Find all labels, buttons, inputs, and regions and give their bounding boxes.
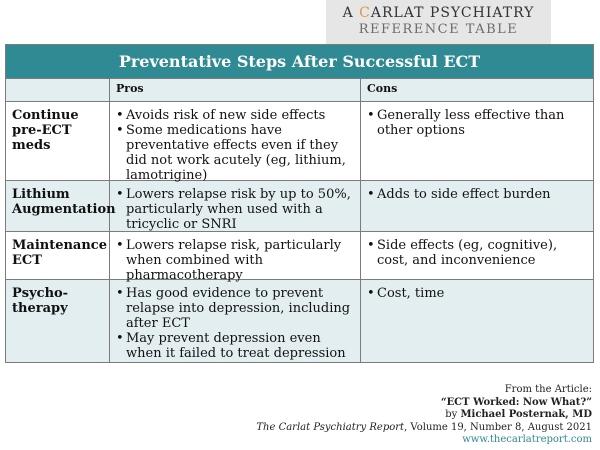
pros-cell — [110, 181, 361, 231]
pros-item: • Avoids risk of new side effects — [116, 108, 354, 123]
table-row — [6, 279, 593, 362]
website-link[interactable]: www.thecarlatreport.com — [462, 434, 592, 445]
header-blank — [6, 79, 110, 101]
table-row — [6, 101, 593, 183]
badge-text-b: ARLAT PSYCHIATRY — [370, 5, 535, 21]
badge-text-c: C — [359, 5, 371, 21]
pros-cell — [110, 280, 361, 362]
author-name: Michael Posternak, MD — [460, 409, 592, 420]
table-row — [6, 180, 593, 231]
row-label: Continue pre-ECT meds — [6, 102, 110, 180]
journal-issue: , Volume 19, Number 8, August 2021 — [404, 421, 592, 433]
citation-journal-line — [256, 422, 592, 435]
cons-item: • Adds to side effect burden — [367, 187, 587, 202]
citation-by: by — [445, 409, 461, 420]
row-label: Psycho-therapy — [6, 280, 110, 362]
pros-cell — [110, 102, 361, 183]
header-cons: Cons — [367, 82, 398, 95]
citation-intro: From the Article: — [504, 384, 592, 395]
header-pros: Pros — [110, 79, 361, 101]
journal-name: The Carlat Psychiatry Report — [256, 421, 405, 433]
reference-table — [5, 44, 594, 363]
cons-item: • Side effects (eg, cognitive), cost, and inconvenience — [367, 238, 587, 268]
row-label: Maintenance ECT — [6, 232, 110, 279]
cons-item: • Cost, time — [367, 286, 587, 301]
table-title: Preventative Steps After Successful ECT — [6, 45, 593, 78]
table-header-row — [6, 78, 593, 101]
pros-item: • Has good evidence to prevent relapse into depression, including after ECT — [116, 286, 354, 331]
cons-cell — [361, 280, 593, 362]
cons-cell — [361, 181, 593, 231]
cons-cell — [361, 102, 593, 180]
pros-item: • Lowers relapse risk by up to 50%, particularly when used with a tricyclic or SNRI — [116, 187, 354, 232]
article-citation — [256, 384, 592, 447]
badge-text-a: A — [342, 5, 360, 21]
article-title: “ECT Worked: Now What?” — [440, 396, 592, 408]
citation-author-line — [256, 409, 592, 422]
cons-item: • Generally less effective than other options — [367, 108, 587, 138]
row-label: Lithium Augmentation — [6, 181, 110, 231]
badge-line-2: REFERENCE TABLE — [358, 22, 519, 37]
table-row — [6, 231, 593, 283]
pros-cell — [110, 232, 361, 283]
pros-item: • Some medications have preventative effects even if they did not work acutely (eg, lithium, lamotrigine) — [116, 123, 354, 183]
carlat-reference-badge — [326, 0, 551, 44]
cons-cell — [361, 232, 593, 279]
pros-item: • May prevent depression even when it failed to treat depression — [116, 331, 354, 361]
pros-item: • Lowers relapse risk, particularly when combined with pharmacotherapy — [116, 238, 354, 283]
badge-line-1 — [326, 5, 551, 22]
